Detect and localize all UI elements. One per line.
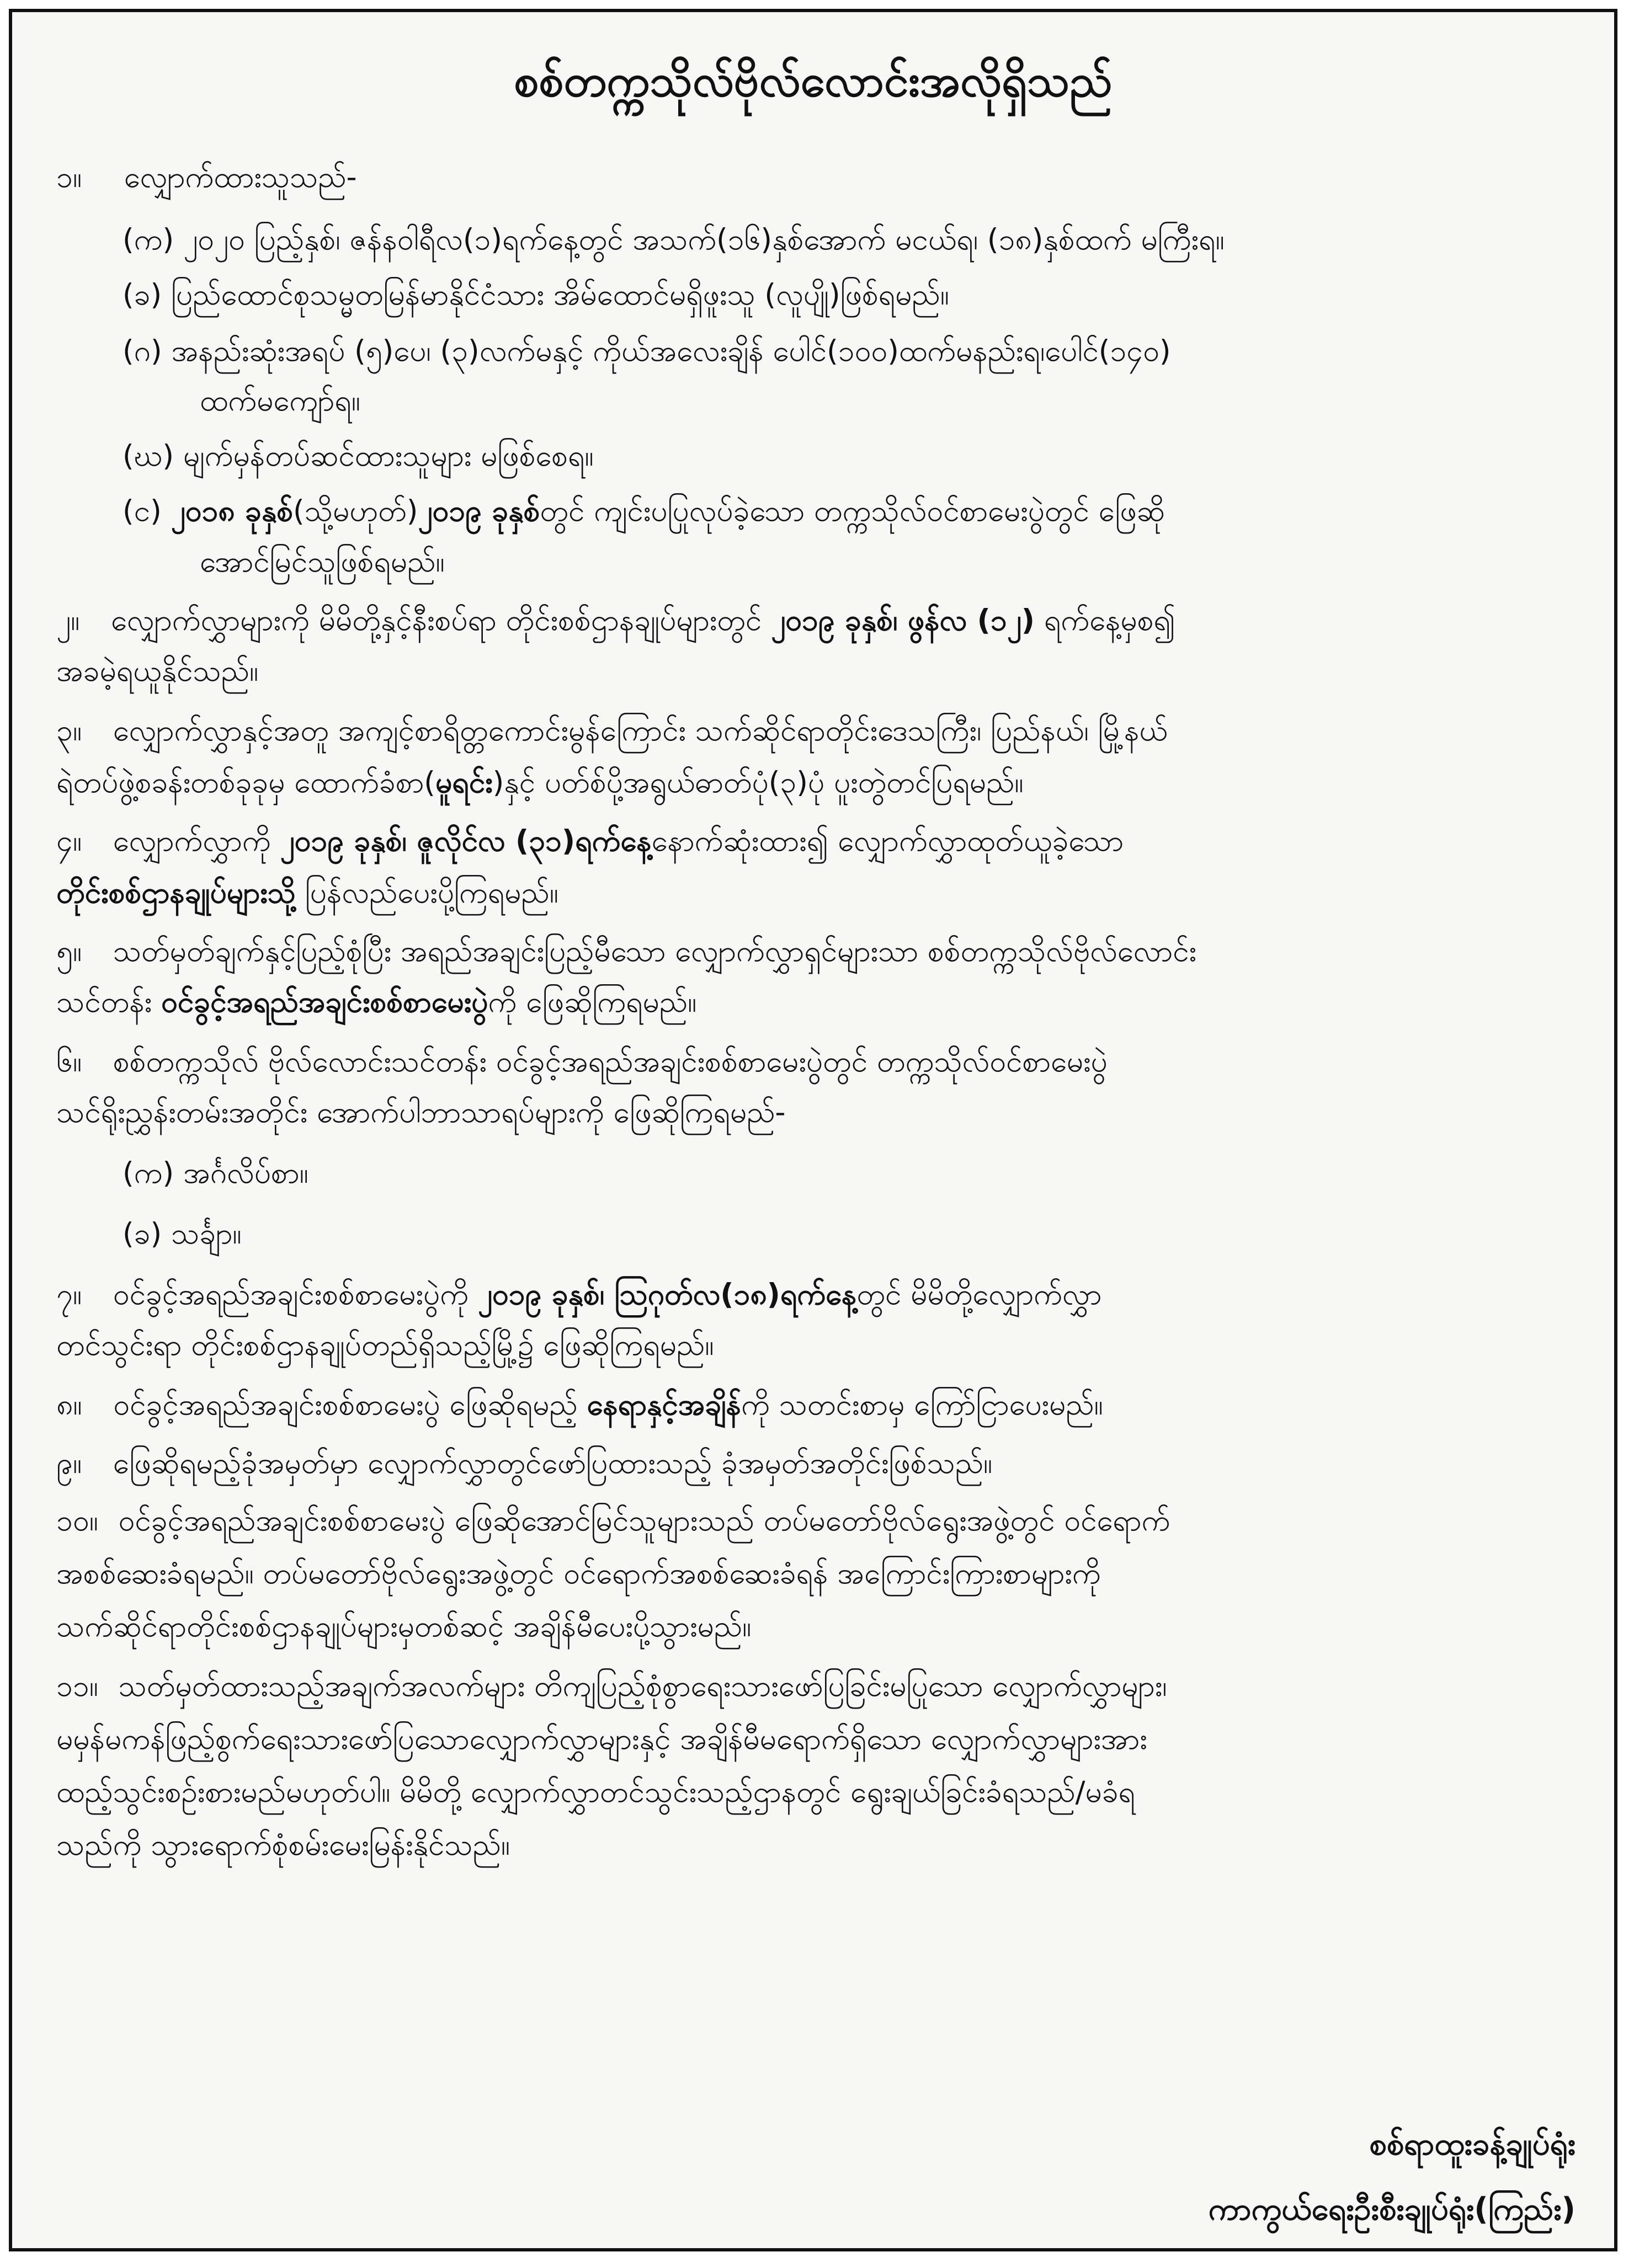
p7-text1: ဝင်ခွင့်အရည်အချင်းစစ်စာမေးပွဲကို	[113, 1278, 469, 1311]
p10-label: ၁၀။	[56, 1504, 98, 1538]
p9-text: ဖြေဆိုရမည့်ခုံအမှတ်မှာ လျှောက်လွှာတွင်ဖော်ပြထားသည့် ခုံအမှတ်အတိုင်းဖြစ်သည်။	[113, 1447, 992, 1480]
p8-text1: ဝင်ခွင့်အရည်အချင်းစစ်စာမေးပွဲ ဖြေဆိုရမည့်	[113, 1388, 578, 1422]
p4-bold2: တိုင်းစစ်ဌာနချုပ်များသို့	[56, 876, 296, 910]
p4-line2	[56, 874, 558, 912]
p11-line4: သည်ကို သွားရောက်စုံစမ်းမေးမြန်းနိုင်သည်။	[56, 1828, 510, 1862]
p1c-label: (ဂ)	[123, 334, 162, 368]
p8-line	[56, 1386, 1103, 1424]
p11-line2: မမှန်မကန်ဖြည့်စွက်ရေးသားဖော်ပြသောလျှောက်လွှာများနှင့် အချိန်မီမရောက်ရှိသော လျှောက်လွှာများအား	[56, 1722, 1147, 1756]
p5-line2	[56, 983, 696, 1022]
p1b-text: ပြည်ထောင်စုသမ္မတမြန်မာနိုင်ငံသား အိမ်ထောင်မရှိဖူးသူ (လူပျို)ဖြစ်ရမည်။	[171, 278, 949, 312]
p3-text1: လျှောက်လွှာနှင့်အတူ အကျင့်စာရိတ္တကောင်းမွန်ကြောင်း သက်ဆိုင်ရာတိုင်းဒေသကြီး၊ ပြည်နယ်၊ မြို့နယ်	[113, 714, 1168, 748]
p4-bold: ၂၀၁၉ ခုနှစ်၊ ဇူလိုင်လ (၃၁)ရက်နေ့	[280, 824, 652, 858]
p5-text2c: ကို ဖြေဆိုကြရမည်။	[488, 985, 697, 1019]
p3-line2	[56, 764, 1023, 802]
p6a-line	[123, 1154, 308, 1193]
notice-frame	[9, 9, 1617, 2251]
p4-line1	[56, 822, 1124, 861]
p6a-label: (က)	[123, 1156, 174, 1190]
p9-label: ၉။	[56, 1447, 82, 1480]
p3-text2c: )နှင့် ပတ်စ်ပို့အရွယ်ဓာတ်ပုံ(၃)ပုံ ပူးတွဲတင်ပြရမည်။	[492, 766, 1024, 799]
p10-line2: အစစ်ဆေးခံရမည်။ တပ်မတော်ဗိုလ်ရွေးအဖွဲ့တွင် ဝင်ရောက်အစစ်ဆေးခံရန် အကြောင်းကြားစာများကို	[56, 1557, 1101, 1591]
p2-text1: လျှောက်လွှာများကို မိမိတို့နှင့်နီးစပ်ရာ တိုင်းစစ်ဌာနချုပ်များတွင်	[110, 604, 762, 637]
p1a-label: (က)	[123, 223, 174, 257]
signature-line2: ကာကွယ်ရေးဦးစီးချုပ်ရုံး(ကြည်း)	[1208, 2191, 1576, 2227]
p1a-line	[123, 221, 1225, 259]
p6b-label: (ခ)	[123, 1217, 162, 1251]
p2-line1	[56, 601, 1175, 640]
p7-line2: တင်သွင်းရာ တိုင်းစစ်ဌာနချုပ်တည်ရှိသည့်မြို့၌ ဖြေဆိုကြရမည်။	[56, 1328, 714, 1362]
p10-line1	[56, 1502, 1170, 1540]
p1c-line	[123, 332, 1171, 371]
p1a-text: ၂၀၂၀ ပြည့်နှစ်၊ ဇန်နဝါရီလ(၁)ရက်နေ့တွင် အသက်(၁၆)နှစ်အောက် မငယ်ရ၊ (၁၈)နှစ်ထက် မကြီးရ။	[183, 223, 1225, 257]
p10-line3: သက်ဆိုင်ရာတိုင်းစစ်ဌာနချုပ်များမှတစ်ဆင့် အချိန်မီပေးပို့သွားမည်။	[56, 1610, 752, 1643]
p5-bold: ဝင်ခွင့်အရည်အချင်းစစ်စာမေးပွဲ	[161, 985, 488, 1019]
p1d-text: မျက်မှန်တပ်ဆင်ထားသူများ မဖြစ်စေရ။	[183, 439, 594, 473]
p9-line	[56, 1444, 992, 1483]
p5-label: ၅။	[56, 935, 82, 968]
p7-line1	[56, 1276, 1101, 1314]
p1e-label: (င)	[123, 494, 162, 528]
p4-text2: နောက်ဆုံးထား၍ လျှောက်လွှာထုတ်ယူခဲ့သော	[651, 824, 1124, 858]
p8-text2: ကို သတင်းစာမှ ကြော်ငြာပေးမည်။	[741, 1388, 1103, 1422]
p6-line2: သင်ရိုးညွှန်းတမ်းအတိုင်း အောက်ပါဘာသာရပ်များကို ဖြေဆိုကြရမည်-	[56, 1096, 786, 1129]
p1e-bold1: ၂၀၁၈ ခုနှစ်	[171, 494, 294, 528]
p1d-label: (ဃ)	[123, 439, 174, 473]
p3-line1	[56, 712, 1168, 750]
p4-label: ၄။	[56, 824, 82, 858]
p4-text3: ပြန်လည်ပေးပို့ကြရမည်။	[305, 876, 558, 910]
p1e-text1: (သို့မဟုတ်)	[293, 494, 418, 528]
p6b-text: သင်္ချာ။	[171, 1217, 242, 1251]
p5-text1: သတ်မှတ်ချက်နှင့်ပြည့်စုံပြီး အရည်အချင်းပြည့်မီသော လျှောက်လွှာရှင်များသာ စစ်တက္ကသိုလ်ဗိုလ်လောင်း	[113, 935, 1196, 968]
p7-bold: ၂၀၁၉ ခုနှစ်၊ သြဂုတ်လ(၁၈)ရက်နေ့	[477, 1278, 857, 1311]
p6-line1	[56, 1043, 1108, 1081]
p2-bold: ၂၀၁၉ ခုနှစ်၊ ဖွန်လ (၁၂)	[771, 604, 1035, 637]
p6-label: ၆။	[56, 1045, 82, 1079]
p3-text2a: ရဲတပ်ဖွဲ့စခန်းတစ်ခုခုမှ ထောက်ခံစာ(	[56, 766, 435, 799]
signature-line1: စစ်ရာထူးခန့်ချုပ်ရုံး	[1369, 2126, 1576, 2162]
p2-label: ၂။	[56, 604, 80, 637]
p6b-line	[123, 1215, 241, 1253]
p1b-label: (ခ)	[123, 278, 162, 312]
p11-text1: သတ်မှတ်ထားသည့်အချက်အလက်များ တိကျပြည့်စုံစွာရေးသားဖော်ပြခြင်းမပြုသော လျှောက်လွှာများ၊	[118, 1669, 1167, 1703]
p1c-cont: ထက်မကျော်ရ။	[200, 384, 360, 418]
p8-bold: နေရာနှင့်အချိန်	[587, 1388, 741, 1422]
p6a-text: အင်္ဂလိပ်စာ။	[183, 1156, 308, 1190]
p1-line	[56, 158, 357, 197]
p1e-text2: တွင် ကျင်းပပြုလုပ်ခဲ့သော တက္ကသိုလ်ဝင်စာမေးပွဲတွင် ဖြေဆို	[540, 494, 1165, 528]
p3-label: ၃။	[56, 714, 82, 748]
p2-line2: အခမဲ့ရယူနိုင်သည်။	[56, 654, 258, 688]
p5-text2a: သင်တန်း	[56, 985, 152, 1019]
p1-text: လျှောက်ထားသူသည်-	[124, 161, 357, 194]
p1c-text: အနည်းဆုံးအရပ် (၅)ပေ၊ (၃)လက်မနှင့် ကိုယ်အလေးချိန် ပေါင်(၁၀၀)ထက်မနည်းရ၊ပေါင်(၁၄၀)	[171, 334, 1171, 368]
p6-text1: စစ်တက္ကသိုလ် ဗိုလ်လောင်းသင်တန်း ဝင်ခွင့်အရည်အချင်းစစ်စာမေးပွဲတွင် တက္ကသိုလ်ဝင်စာမေးပွဲ	[113, 1045, 1108, 1079]
p2-text2: ရက်နေ့မှစ၍	[1044, 604, 1176, 637]
p3-bold: မူရင်း	[435, 766, 493, 799]
p11-line3: ထည့်သွင်းစဉ်းစားမည်မဟုတ်ပါ။ မိမိတို့ လျှောက်လွှာတင်သွင်းသည့်ဌာနတွင် ရွေးချယ်ခြင်းခံရသည်/မခံရ	[56, 1775, 1135, 1809]
p11-line1	[56, 1667, 1167, 1706]
p7-label: ၇။	[56, 1278, 82, 1311]
p11-label: ၁၁။	[56, 1669, 98, 1703]
p5-line1	[56, 932, 1196, 971]
p1b-line	[123, 276, 949, 314]
p1e-line	[123, 492, 1165, 531]
p4-text1: လျှောက်လွှာကို	[113, 824, 271, 858]
p1e-bold2: ၂၀၁၉ ခုနှစ်	[418, 494, 540, 528]
p8-label: ၈။	[56, 1388, 82, 1422]
p10-text1: ဝင်ခွင့်အရည်အချင်းစစ်စာမေးပွဲ ဖြေဆိုအောင်မြင်သူများသည် တပ်မတော်ဗိုလ်ရွေးအဖွဲ့တွင် ဝင်ရောက်	[118, 1504, 1170, 1538]
p1d-line	[123, 437, 593, 476]
p7-text2: တွင် မိမိတို့လျှောက်လွှာ	[856, 1278, 1102, 1311]
notice-title: စစ်တက္ကသိုလ်ဗိုလ်လောင်းအလိုရှိသည်	[514, 55, 1113, 106]
p1e-cont: အောင်မြင်သူဖြစ်ရမည်။	[200, 545, 445, 579]
p1-label: ၁။	[56, 161, 82, 194]
